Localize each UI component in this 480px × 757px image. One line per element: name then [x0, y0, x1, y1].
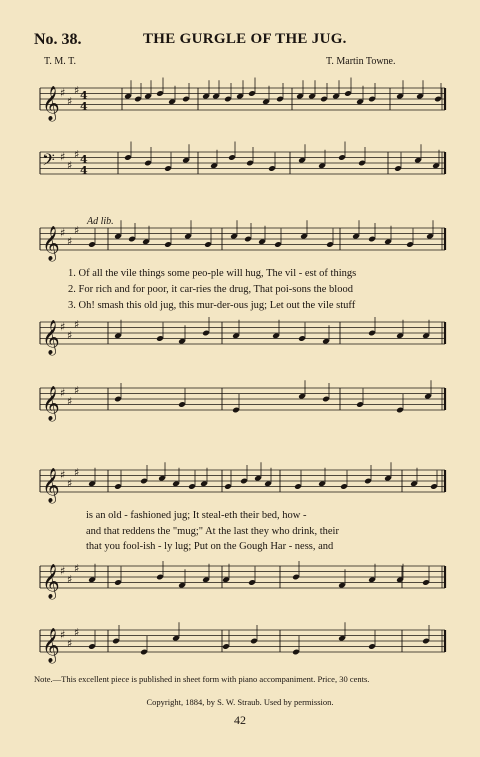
lyric-verse-2-line-2: and that reddens the "mug;" At the last they who drink, their — [86, 526, 339, 537]
sharp-icon: ♯ — [60, 226, 66, 240]
copyright-line: Copyright, 1884, by S. W. Straub. Used by permission. — [146, 697, 334, 707]
sharp-icon: ♯ — [74, 465, 80, 479]
sharp-icon: ♯ — [74, 147, 80, 161]
sharp-icon: ♯ — [67, 636, 73, 650]
sharp-icon: ♯ — [60, 468, 66, 482]
time-signature-bottom: 4 — [80, 100, 88, 113]
time-signature-top: 4 — [80, 89, 88, 102]
tempo-marking: Ad lib. — [87, 216, 114, 227]
lyric-verse-1-line-2: is an old - fashioned jug; It steal-eth their bed, how - — [86, 510, 307, 521]
sharp-icon: ♯ — [67, 328, 73, 342]
sharp-icon: ♯ — [74, 223, 80, 237]
treble-clef-icon: 𝄞 — [42, 320, 60, 355]
sharp-icon: ♯ — [74, 625, 80, 639]
hymn-title: THE GURGLE OF THE JUG. — [143, 31, 347, 47]
time-signature-top: 4 — [80, 153, 88, 166]
sharp-icon: ♯ — [60, 86, 66, 100]
treble-clef-icon: 𝄞 — [42, 468, 60, 503]
treble-clef-icon: 𝄞 — [42, 226, 60, 261]
lyric-verse-2-line-1: 2. For rich and for poor, it car-ries the drug, That poi-sons the blood — [68, 284, 353, 295]
sharp-icon: ♯ — [60, 150, 66, 164]
treble-clef-icon: 𝄞 — [42, 386, 60, 421]
sharp-icon: ♯ — [67, 158, 73, 172]
treble-clef-icon: 𝄞 — [42, 86, 60, 121]
lyric-verse-3-line-1: 3. Oh! smash this old jug, this mur-der-ous jug; Let out the vile stuff — [68, 300, 356, 311]
sharp-icon: ♯ — [60, 320, 66, 334]
lyric-verse-1-line-1: 1. Of all the vile things some peo-ple will hug, The vil - est of things — [68, 268, 357, 279]
treble-clef-icon: 𝄞 — [42, 628, 60, 663]
hymn-number: No. 38. — [34, 31, 82, 48]
treble-clef-icon: 𝄞 — [42, 564, 60, 599]
page-number: 42 — [234, 713, 246, 727]
composer-credit: T. Martin Towne. — [326, 56, 396, 67]
footnote: Note.—This excellent piece is published in sheet form with piano accompaniment. Price, 30 cents. — [34, 674, 370, 684]
sharp-icon: ♯ — [74, 561, 80, 575]
sharp-icon: ♯ — [60, 628, 66, 642]
sharp-icon: ♯ — [67, 94, 73, 108]
bass-clef-icon: 𝄢 — [42, 149, 55, 174]
time-signature-bottom: 4 — [80, 164, 88, 177]
sharp-icon: ♯ — [67, 234, 73, 248]
sharp-icon: ♯ — [67, 476, 73, 490]
sharp-icon: ♯ — [74, 83, 80, 97]
lyricist-credit: T. M. T. — [44, 56, 76, 67]
sharp-icon: ♯ — [67, 394, 73, 408]
sharp-icon: ♯ — [60, 564, 66, 578]
sharp-icon: ♯ — [67, 572, 73, 586]
sharp-icon: ♯ — [60, 386, 66, 400]
sharp-icon: ♯ — [74, 383, 80, 397]
sharp-icon: ♯ — [74, 317, 80, 331]
lyric-verse-3-line-2: that you fool-ish - ly lug; Put on the Gough Har - ness, and — [86, 541, 334, 552]
